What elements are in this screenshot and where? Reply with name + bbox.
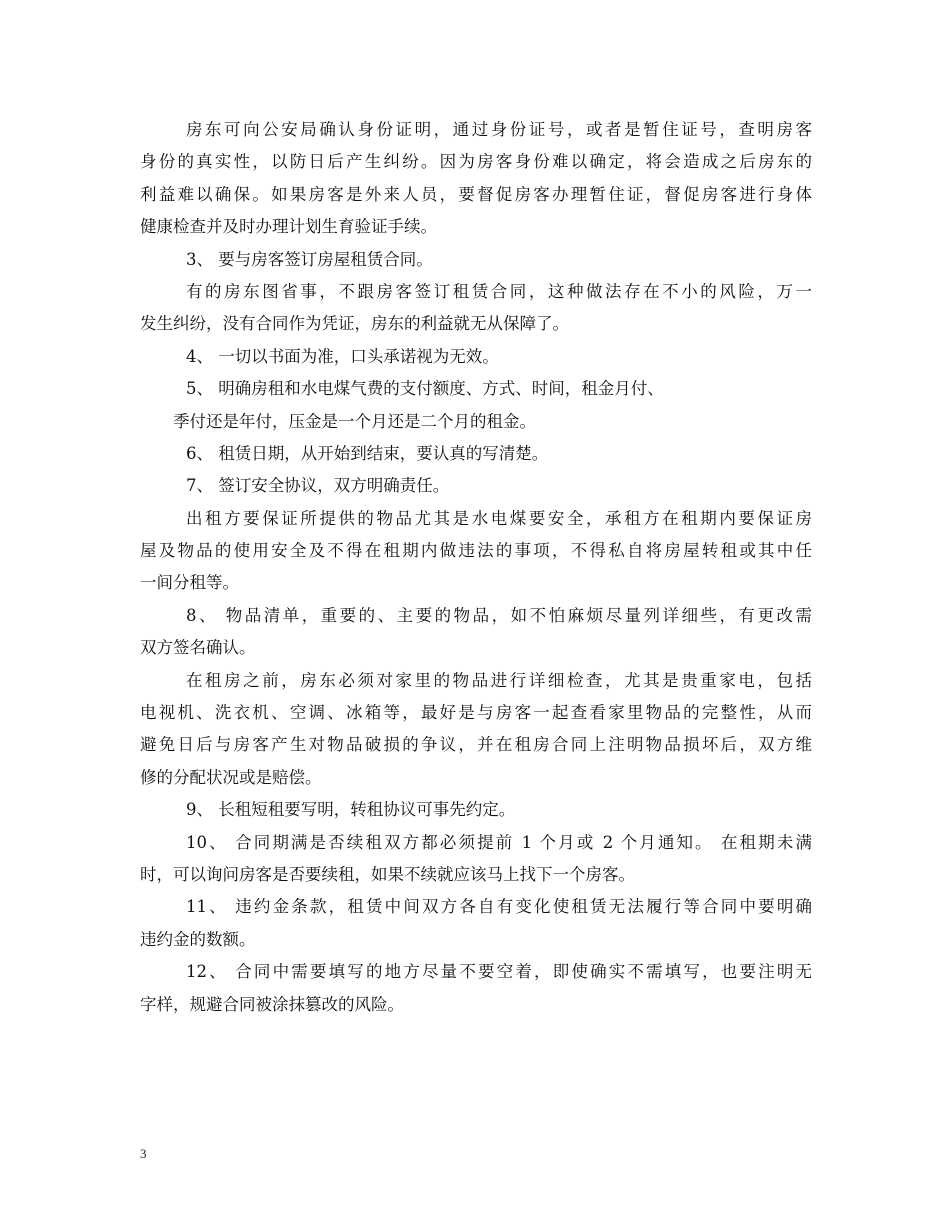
paragraph-line: 在租房之前，房东必须对家里的物品进行详细检查，尤其是贵重家电，包括 bbox=[186, 670, 812, 690]
paragraph-line: 出租方要保证所提供的物品尤其是水电煤要安全，承租方在租期内要保证房 bbox=[186, 508, 812, 528]
list-item-3: 3、 要与房客签订房屋租赁合同。 bbox=[186, 249, 433, 269]
paragraph-line: 屋及物品的使用安全及不得在租期内做违法的事项，不得私自将房屋转租或其中任 bbox=[140, 541, 812, 561]
document-body bbox=[140, 114, 812, 1021]
paragraph-line: 利益难以确保。如果房客是外来人员，要督促房客办理暂住证，督促房客进行身体 bbox=[140, 184, 812, 204]
paragraph-line: 房东可向公安局确认身份证明，通过身份证号，或者是暂住证号，查明房客 bbox=[186, 120, 812, 139]
paragraph-line: 字样，规避合同被涂抹篡改的风险。 bbox=[140, 994, 404, 1014]
paragraph-line: 一间分租等。 bbox=[140, 573, 239, 593]
list-item-4: 4、 一切以书面为准，口头承诺视为无效。 bbox=[186, 346, 499, 366]
paragraph-line: 发生纠纷，没有合同作为凭证，房东的利益就无从保障了。 bbox=[140, 314, 569, 334]
paragraph-line: 时，可以询问房客是否要续租，如果不续就应该马上找下一个房客。 bbox=[140, 864, 635, 884]
list-item-5: 5、 明确房租和水电煤气费的支付额度、方式、时间，租金月付、 bbox=[186, 379, 664, 399]
list-item-10: 10、 合同期满是否续租双方都必须提前 1 个月或 2 个月通知。 在租期未满 bbox=[186, 832, 812, 852]
paragraph-line: 健康检查并及时办理计划生育验证手续。 bbox=[140, 217, 437, 237]
list-item-5-continued: 季付还是年付，压金是一个月还是二个月的租金。 bbox=[173, 411, 536, 431]
paragraph-line: 有的房东图省事，不跟房客签订租赁合同，这种做法存在不小的风险，万一 bbox=[186, 281, 812, 301]
paragraph-line: 违约金的数额。 bbox=[140, 929, 256, 949]
paragraph-line: 修的分配状况或是赔偿。 bbox=[140, 767, 322, 787]
list-item-11: 11、 违约金条款，租赁中间双方各自有变化使租赁无法履行等合同中要明确 bbox=[186, 897, 812, 917]
paragraph-line: 避免日后与房客产生对物品破损的争议，并在租房合同上注明物品损坏后，双方维 bbox=[140, 735, 812, 755]
paragraph-line: 身份的真实性，以防日后产生纠纷。因为房客身份难以确定，将会造成之后房东的 bbox=[140, 152, 812, 172]
list-item-12: 12、 合同中需要填写的地方尽量不要空着，即使确实不需填写，也要注明无 bbox=[186, 962, 812, 982]
list-item-9: 9、 长租短租要写明，转租协议可事先约定。 bbox=[186, 800, 516, 820]
paragraph-line: 双方签名确认。 bbox=[140, 638, 256, 658]
paragraph-line: 电视机、洗衣机、空调、冰箱等，最好是与房客一起查看家里物品的完整性，从而 bbox=[140, 703, 812, 723]
page-number: 3 bbox=[140, 1146, 147, 1161]
list-item-8: 8、 物品清单，重要的、主要的物品，如不怕麻烦尽量列详细些，有更改需 bbox=[186, 605, 812, 625]
list-item-6: 6、 租赁日期，从开始到结束，要认真的写清楚。 bbox=[186, 443, 549, 463]
list-item-7: 7、 签订安全协议，双方明确责任。 bbox=[186, 476, 450, 496]
